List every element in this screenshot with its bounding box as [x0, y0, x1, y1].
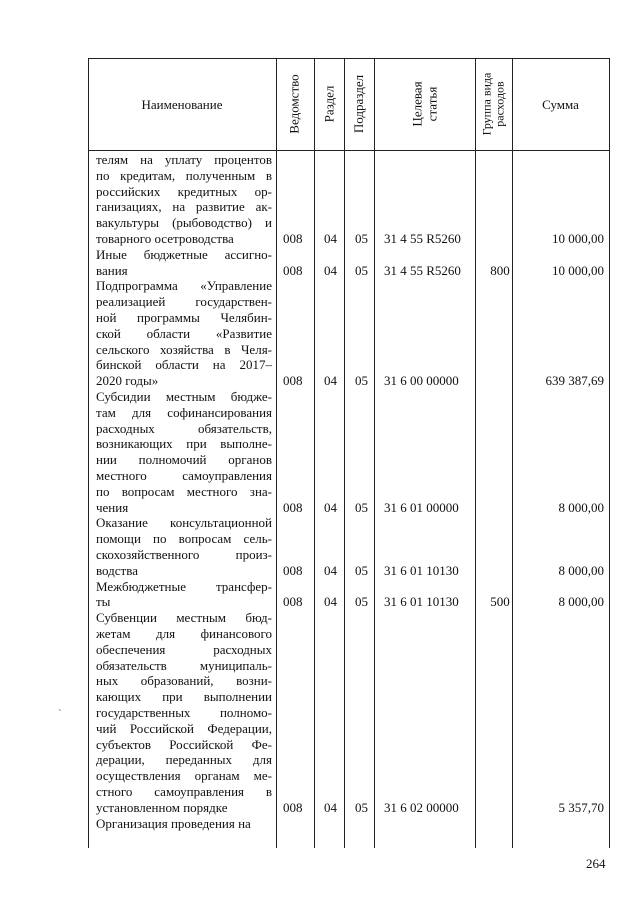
row-name-line: вания — [96, 262, 128, 278]
row-name-line: установленном порядке — [96, 799, 228, 815]
row-name-line: там для софинансирования — [96, 404, 272, 420]
row-sum: 5 357,70 — [558, 799, 604, 815]
row-name-line: Межбюджетные трансфер- — [96, 578, 272, 594]
row-department: 008 — [283, 373, 303, 389]
row-name-line: жетам для финансового — [96, 626, 272, 641]
row-name-line: помощи по вопросам сель- — [96, 531, 272, 547]
page-number: 264 — [586, 856, 606, 871]
row-subsection: 05 — [355, 499, 368, 515]
row-section: 04 — [324, 594, 337, 610]
row-subsection: 05 — [355, 262, 368, 278]
row-name-line: по вопросам местного зна- — [96, 483, 272, 499]
row-name-line: возникающих при выполне- — [96, 436, 272, 452]
row-name-line: кающих при выполнении — [96, 689, 272, 705]
row-department: 008 — [283, 499, 303, 515]
header-bottom-border — [88, 150, 610, 151]
row-expense-group: 800 — [490, 262, 510, 278]
row-target-article: 31 6 01 10130 — [384, 562, 459, 578]
row-name-line: государственных полномо- — [96, 705, 272, 720]
header-sum — [512, 58, 609, 150]
col-divider — [609, 58, 610, 848]
col-divider — [314, 58, 315, 848]
row-subsection: 05 — [355, 799, 368, 815]
row-department: 008 — [283, 231, 303, 246]
row-name-line: реализацией государствен- — [96, 294, 272, 310]
row-name-line: Организация проведения на — [96, 815, 251, 831]
header-subsection-label: Подраздел — [351, 74, 367, 134]
row-target-article: 31 6 01 10130 — [384, 594, 459, 610]
row-section: 04 — [324, 562, 337, 578]
row-name-line: обеспечения расходных — [96, 641, 272, 657]
row-department: 008 — [283, 262, 303, 278]
row-department: 008 — [283, 562, 303, 578]
row-target-article: 31 6 01 00000 — [384, 499, 459, 515]
row-name-line: 2020 годы» — [96, 373, 159, 389]
row-name-line: Оказание консультационной — [96, 515, 272, 531]
row-name-line: чения — [96, 499, 129, 515]
header-name — [88, 58, 276, 150]
row-department: 008 — [283, 799, 303, 815]
col-divider — [475, 58, 476, 848]
row-subsection: 05 — [355, 594, 368, 610]
col-divider — [344, 58, 345, 848]
stray-mark: ` — [58, 708, 62, 720]
row-section: 04 — [324, 373, 337, 389]
header-group-line2: расходов — [492, 81, 507, 127]
row-expense-group: 500 — [490, 594, 510, 610]
header-department-label: Ведомство — [287, 74, 302, 134]
row-name-line: расходных обязательств, — [96, 420, 272, 436]
row-department: 008 — [283, 594, 303, 610]
row-name-line: российских кредитных ор- — [96, 183, 272, 199]
header-target — [374, 58, 475, 150]
row-sum: 639 387,69 — [545, 373, 604, 389]
row-sum: 10 000,00 — [552, 231, 604, 246]
row-name-line: Субсидии местным бюдже- — [96, 389, 272, 404]
col-divider — [88, 58, 89, 848]
row-name-line: ных образований, возни- — [96, 673, 272, 689]
row-name-line: нии полномочий органов — [96, 452, 272, 468]
header-sum-label: Сумма — [542, 96, 579, 112]
row-subsection: 05 — [355, 562, 368, 578]
row-target-article: 31 6 00 00000 — [384, 373, 459, 389]
col-divider — [512, 58, 513, 848]
header-name-label: Наименование — [141, 96, 223, 112]
col-divider — [276, 58, 277, 848]
row-name-line: товарного осетроводства — [96, 231, 234, 246]
row-name-line: дерации, переданных для — [96, 752, 272, 768]
row-name-line: осуществления органам ме- — [96, 768, 272, 784]
row-section: 04 — [324, 262, 337, 278]
row-target-article: 31 4 55 R5260 — [384, 262, 461, 278]
row-section: 04 — [324, 799, 337, 815]
row-name-line: бинской области на 2017– — [96, 357, 272, 373]
row-name-line: ты — [96, 594, 111, 610]
row-name-line: скохозяйственного произ- — [96, 547, 272, 562]
row-name-line: по кредитам, полученным в — [96, 167, 272, 183]
header-group — [475, 58, 512, 150]
row-name-line: обязательств муниципаль- — [96, 657, 272, 673]
row-sum: 8 000,00 — [558, 562, 604, 578]
row-target-article: 31 6 02 00000 — [384, 799, 459, 815]
row-sum: 8 000,00 — [558, 499, 604, 515]
row-sum: 10 000,00 — [552, 262, 604, 278]
row-name-line: ной программы Челябин- — [96, 310, 272, 325]
row-name-line: стного самоуправления в — [96, 784, 272, 799]
row-name-line: сельского хозяйства в Челя- — [96, 341, 272, 357]
row-section: 04 — [324, 499, 337, 515]
row-name-line: Подпрограмма «Управление — [96, 278, 272, 294]
header-subsection — [344, 58, 374, 150]
row-name-line: чий Российской Федерации, — [96, 720, 272, 736]
row-name-line: ской области «Развитие — [96, 325, 272, 341]
row-name-line: Субвенции местным бюд- — [96, 610, 272, 626]
header-target-line1: Целевая — [409, 81, 425, 127]
header-section — [314, 58, 344, 150]
row-name-line: субъектов Российской Фе- — [96, 736, 272, 752]
row-name-line: местного самоуправления — [96, 468, 272, 483]
row-subsection: 05 — [355, 373, 368, 389]
row-sum: 8 000,00 — [558, 594, 604, 610]
row-name-line: водства — [96, 562, 138, 578]
row-name-line: ганизациях, на развитие ак- — [96, 199, 272, 215]
row-subsection: 05 — [355, 231, 368, 246]
header-section-label: Раздел — [321, 85, 336, 123]
row-section: 04 — [324, 231, 337, 246]
row-target-article: 31 4 55 R5260 — [384, 231, 461, 246]
row-name-line: вакультуры (рыбоводство) и — [96, 215, 272, 231]
header-group-line1: Группа вида — [479, 72, 494, 136]
header-department — [276, 58, 314, 150]
header-target-line2: статья — [424, 86, 440, 122]
row-name-line: телям на уплату процентов — [96, 152, 272, 167]
budget-table — [88, 58, 610, 848]
row-name-line: Иные бюджетные ассигно- — [96, 246, 272, 262]
col-divider — [374, 58, 375, 848]
